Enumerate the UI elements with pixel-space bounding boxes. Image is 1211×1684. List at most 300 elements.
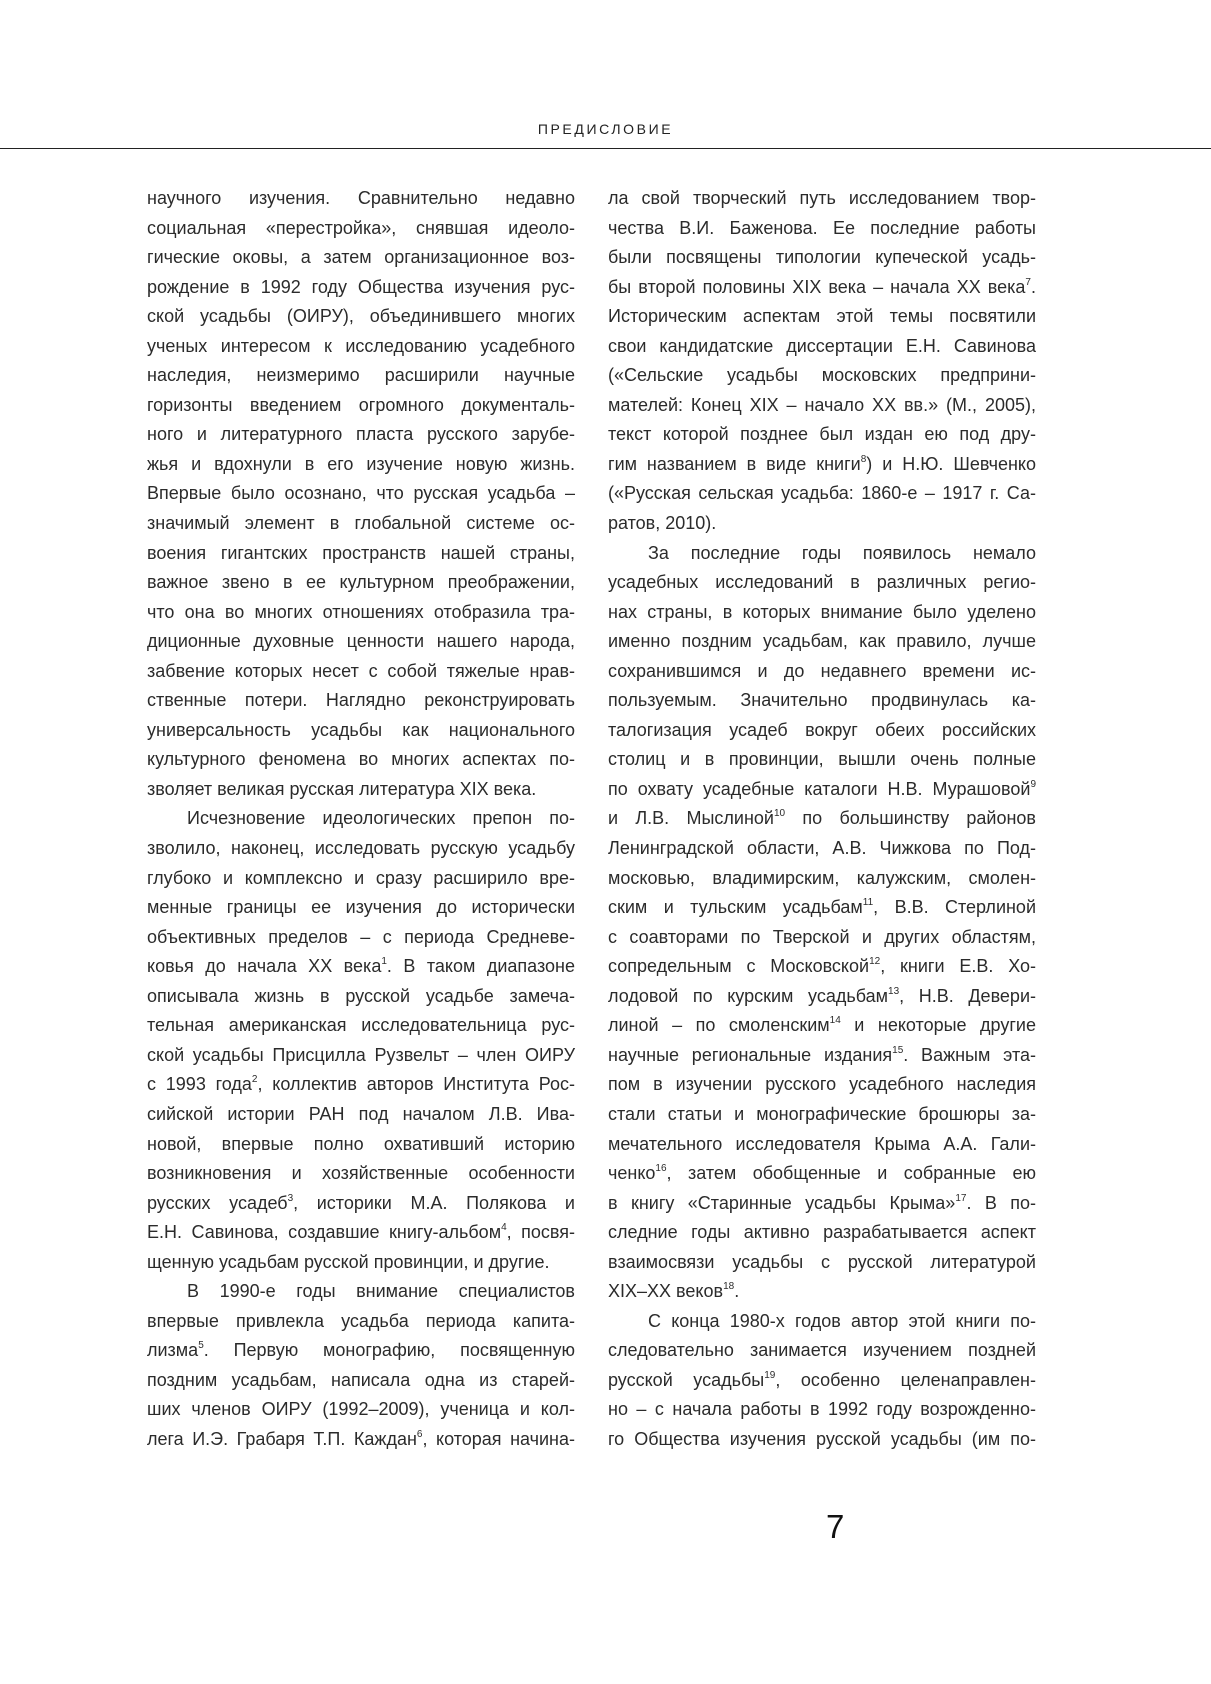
text-line (147, 302, 575, 332)
text-line (608, 302, 1036, 332)
text-line (147, 420, 575, 450)
text-line (608, 1159, 1036, 1189)
line-text (147, 716, 575, 746)
line-text (608, 893, 1036, 923)
text-line (147, 1130, 575, 1160)
text-run: зволило, наконец, исследовать русскую усадьбу (147, 838, 575, 859)
text-run: . В по- (966, 1192, 1036, 1213)
text-run: бы второй половины XIX века – начала XX века (608, 276, 1026, 297)
text-run: наследия, неизмеримо расширили научные (147, 365, 575, 386)
text-run: («Сельские усадьбы московских предприни- (608, 365, 1036, 386)
footnote-ref[interactable]: 5 (198, 1340, 204, 1352)
running-head: ПРЕДИСЛОВИЕ (537, 121, 674, 137)
text-run: жья и вдохнули в его изучение новую жизнь. (147, 453, 575, 474)
text-line (608, 539, 1036, 569)
line-text (147, 923, 575, 953)
line-text (648, 1307, 1036, 1337)
line-text (608, 1277, 739, 1307)
footnote-ref[interactable]: 4 (501, 1222, 507, 1234)
text-line (608, 332, 1036, 362)
text-line (608, 982, 1036, 1012)
footnote-ref[interactable]: 7 (1025, 276, 1031, 288)
text-run: («Русская сельская усадьба: 1860-е – 1917 г. Са- (608, 483, 1036, 504)
text-run: ской усадьбы Присцилла Рузвельт – член ОИРУ (147, 1044, 575, 1065)
text-run: с 1993 года (147, 1074, 252, 1095)
text-line (608, 923, 1036, 953)
text-run: русской усадьбы (608, 1369, 765, 1390)
text-run: . (734, 1281, 740, 1302)
text-line (608, 952, 1036, 982)
text-line (147, 1336, 575, 1366)
text-run: , посвя- (506, 1222, 575, 1243)
line-text (187, 1277, 575, 1307)
line-text (608, 1070, 1036, 1100)
text-line (147, 657, 575, 687)
text-run: по большинству районов (785, 808, 1036, 829)
line-text (608, 1218, 1036, 1248)
text-run: свои кандидатские диссертации Е.Н. Савинова (608, 335, 1036, 356)
text-line (147, 273, 575, 303)
line-text (147, 627, 575, 657)
text-run: и Л.В. Мыслиной (608, 808, 774, 829)
text-line (147, 391, 575, 421)
line-text (147, 864, 575, 894)
text-line (608, 568, 1036, 598)
text-run: были посвящены типологии купеческой усадь- (608, 247, 1036, 268)
text-line (608, 716, 1036, 746)
line-text (608, 568, 1036, 598)
text-line (147, 952, 575, 982)
line-text (608, 1189, 1036, 1219)
line-text (608, 1159, 1036, 1189)
text-run: усадебных исследований в различных регио- (608, 572, 1036, 593)
line-text (608, 361, 1036, 391)
line-text (608, 598, 1036, 628)
text-run: мечательного исследователя Крыма А.А. Гали- (608, 1133, 1036, 1154)
footnote-ref[interactable]: 14 (829, 1015, 841, 1027)
line-text (608, 745, 1036, 775)
line-text (147, 1189, 575, 1219)
text-run: поздним усадьбам, написала одна из старей- (147, 1369, 575, 1390)
text-line (147, 1159, 575, 1189)
text-run: с соавторами по Тверской и других областям, (608, 926, 1036, 947)
text-run: В 1990-е годы внимание специалистов (187, 1281, 575, 1302)
line-text (608, 214, 1036, 244)
line-text (608, 1366, 1036, 1396)
text-line (147, 243, 575, 273)
text-run: , книги Е.В. Хо- (880, 956, 1037, 977)
line-text (147, 893, 575, 923)
text-line (147, 1070, 575, 1100)
text-run: мателей: Конец XIX – начало XX вв.» (М., 2005), (608, 394, 1036, 415)
text-run: линой – по смоленским (608, 1015, 830, 1036)
line-text (608, 184, 1036, 214)
line-text (608, 686, 1036, 716)
line-text (608, 982, 1036, 1012)
text-run: культурного феномена во многих аспектах по- (147, 749, 575, 770)
text-run: ного и литературного пласта русского зарубе- (147, 424, 575, 445)
text-line (608, 804, 1036, 834)
text-line (608, 1218, 1036, 1248)
line-text (147, 1011, 575, 1041)
text-line (608, 1366, 1036, 1396)
text-line (147, 1041, 575, 1071)
line-text (147, 1070, 575, 1100)
text-run: лизма (147, 1340, 199, 1361)
footnote-ref[interactable]: 2 (251, 1074, 258, 1086)
text-run: впервые привлекла усадьба периода капита- (147, 1310, 575, 1331)
line-text (147, 1366, 575, 1396)
text-run: талогизация усадеб вокруг обеих российских (608, 719, 1036, 740)
text-line (608, 184, 1036, 214)
text-run: Историческим аспектам этой темы посвятили (608, 306, 1036, 327)
text-line (147, 1307, 575, 1337)
line-text (147, 273, 575, 303)
line-text (147, 1307, 575, 1337)
line-text (608, 1100, 1036, 1130)
line-text (147, 302, 575, 332)
text-run: рождение в 1992 году Общества изучения рус- (147, 276, 575, 297)
text-line (608, 627, 1036, 657)
text-line (147, 804, 575, 834)
text-line (147, 716, 575, 746)
text-run: но – с начала работы в 1992 году возрожденно- (608, 1399, 1036, 1420)
text-run: С конца 1980-х годов автор этой книги по- (648, 1310, 1036, 1331)
line-text (147, 775, 536, 805)
text-line (608, 864, 1036, 894)
text-run: нах страны, в которых внимание было уделено (608, 601, 1036, 622)
text-run: текст которой позднее был издан ею под дру- (608, 424, 1036, 445)
text-line (147, 1189, 575, 1219)
text-line (608, 1395, 1036, 1425)
text-line (147, 598, 575, 628)
text-run: ственные потери. Наглядно реконструировать (147, 690, 575, 711)
text-run: пользуемым. Значительно продвинулась ка- (608, 690, 1036, 711)
line-text (147, 1395, 575, 1425)
text-run: За последние годы появилось немало (648, 542, 1036, 563)
line-text (648, 539, 1036, 569)
text-line (608, 214, 1036, 244)
text-line (608, 598, 1036, 628)
text-line (147, 1011, 575, 1041)
text-line (147, 539, 575, 569)
text-line (147, 184, 575, 214)
text-line (147, 1248, 575, 1278)
line-text (147, 332, 575, 362)
line-text (147, 952, 575, 982)
line-text (147, 598, 575, 628)
text-run: гические оковы, а затем организационное воз- (147, 247, 575, 268)
text-line (147, 332, 575, 362)
text-run: Е.Н. Савинова, создавшие книгу-альбом (147, 1222, 502, 1243)
text-run: взаимосвязи усадьбы с русской литературой (608, 1251, 1036, 1272)
text-line (147, 982, 575, 1012)
text-run: важное звено в ее культурном преображении, (147, 572, 575, 593)
line-text (608, 657, 1036, 687)
text-line (608, 775, 1036, 805)
line-text (147, 479, 575, 509)
text-run: ской усадьбы (ОИРУ), объединившего многих (147, 306, 575, 327)
text-run: в книгу «Старинные усадьбы Крыма» (608, 1192, 956, 1213)
text-line (608, 1307, 1036, 1337)
text-line (608, 1425, 1036, 1455)
line-text (147, 1100, 575, 1130)
text-run: что она во многих отношениях отобразила тра- (147, 601, 575, 622)
text-run: зволяет великая русская литература XIX века. (147, 778, 537, 799)
line-text (147, 539, 575, 569)
text-run: по охвату усадебные каталоги Н.В. Мурашовой (608, 778, 1031, 799)
text-run: научного изучения. Сравнительно недавно (147, 188, 575, 208)
footnote-ref[interactable]: 6 (416, 1428, 423, 1440)
text-run: . В таком диапазоне (386, 956, 575, 977)
text-line (608, 1041, 1036, 1071)
text-line (608, 273, 1036, 303)
text-line (608, 745, 1036, 775)
text-line (147, 1218, 575, 1248)
text-run: новой, впервые полно охвативший историю (147, 1133, 575, 1154)
text-line (147, 627, 575, 657)
line-text (608, 923, 1036, 953)
text-run: пом в изучении русского усадебного наследия (608, 1074, 1036, 1095)
text-run: возникновения и хозяйственные особенности (147, 1163, 575, 1184)
line-text (608, 627, 1036, 657)
footnote-ref[interactable]: 8 (860, 453, 867, 465)
line-text (608, 864, 1036, 894)
text-line (147, 479, 575, 509)
right-column (608, 184, 1036, 1455)
line-text (608, 952, 1036, 982)
text-run: , особенно целенаправлен- (775, 1369, 1036, 1390)
text-run: , затем обобщенные и собранные ею (666, 1163, 1036, 1184)
text-line (608, 1070, 1036, 1100)
text-run: Исчезновение идеологических препон по- (187, 808, 575, 829)
line-text (147, 391, 575, 421)
text-line (147, 1395, 575, 1425)
line-text (187, 804, 575, 834)
footnote-ref[interactable]: 15 (892, 1044, 904, 1056)
text-line (147, 923, 575, 953)
text-run: менные границы ее изучения до исторически (147, 897, 575, 918)
footnote-ref[interactable]: 3 (287, 1192, 294, 1204)
text-run: стали статьи и монографические брошюры за- (608, 1103, 1036, 1124)
text-run: русских усадеб (147, 1192, 288, 1213)
text-line (608, 834, 1036, 864)
line-text (147, 686, 575, 716)
text-line (608, 1277, 1036, 1307)
text-line (147, 1425, 575, 1455)
line-text (147, 1218, 575, 1248)
text-run: следовательно занимается изучением поздней (608, 1340, 1036, 1361)
text-line (147, 745, 575, 775)
footnote-ref[interactable]: 16 (655, 1163, 667, 1175)
text-line (147, 686, 575, 716)
line-text (608, 804, 1036, 834)
line-text (608, 273, 1036, 303)
text-run: научные региональные издания (608, 1044, 893, 1065)
text-line (608, 1011, 1036, 1041)
text-run: сохранившимся и до недавнего времени ис- (608, 660, 1036, 681)
line-text (147, 834, 575, 864)
text-line (608, 686, 1036, 716)
line-text (147, 657, 575, 687)
line-text (608, 1041, 1036, 1071)
footnote-ref[interactable]: 19 (764, 1369, 776, 1381)
text-line (147, 893, 575, 923)
text-run: социальная «перестройка», снявшая идеоло- (147, 217, 575, 238)
text-line (147, 214, 575, 244)
text-run: Ленинградской области, А.В. Чижкова по Под- (608, 838, 1036, 859)
footnote-ref[interactable]: 17 (955, 1192, 967, 1204)
line-text (608, 775, 1036, 805)
text-run: сопредельным с Московской (608, 956, 870, 977)
text-run: горизонты введением огромного документаль- (147, 394, 575, 415)
line-text (147, 568, 575, 598)
line-text (147, 1425, 575, 1455)
text-run: XIX–XX веков (608, 1281, 724, 1302)
text-line (608, 1189, 1036, 1219)
text-run: тельная американская исследовательница рус- (147, 1015, 575, 1036)
line-text (608, 509, 716, 539)
footnote-ref[interactable]: 12 (869, 956, 881, 968)
line-text (608, 834, 1036, 864)
text-run: ратов, 2010). (608, 513, 717, 534)
footnote-ref[interactable]: 18 (723, 1281, 735, 1293)
line-text (608, 450, 1036, 480)
line-text (608, 1130, 1036, 1160)
footnote-ref[interactable]: 11 (862, 897, 874, 909)
line-text (608, 479, 1036, 509)
text-run: лега И.Э. Грабаря Т.П. Каждан (147, 1428, 417, 1449)
line-text (147, 243, 575, 273)
footnote-ref[interactable]: 13 (888, 985, 900, 997)
line-text (608, 1425, 1036, 1455)
line-text (608, 332, 1036, 362)
text-run: объективных пределов – с периода Средневе- (147, 926, 575, 947)
text-run: московью, владимирским, калужским, смолен- (608, 867, 1036, 888)
line-text (608, 1011, 1036, 1041)
text-run: , В.В. Стерлиной (873, 897, 1036, 918)
text-line (608, 893, 1036, 923)
text-run: ученых интересом к исследованию усадебного (147, 335, 575, 356)
line-text (608, 391, 1036, 421)
line-text (147, 1248, 549, 1278)
text-line (147, 568, 575, 598)
text-run: . Первую монографию, посвященную (203, 1340, 575, 1361)
line-text (147, 1159, 575, 1189)
text-run: чества В.И. Баженова. Ее последние работы (608, 217, 1036, 238)
text-line (608, 391, 1036, 421)
text-run: ла свой творческий путь исследованием твор- (608, 188, 1036, 208)
text-line (147, 361, 575, 391)
text-line (147, 1277, 575, 1307)
text-run: сийской истории РАН под началом Л.В. Ива- (147, 1103, 575, 1124)
footnote-ref[interactable]: 10 (773, 808, 786, 820)
text-line (608, 1130, 1036, 1160)
text-run: щенную усадьбам русской провинции, и другие. (147, 1251, 550, 1272)
footnote-ref[interactable]: 1 (381, 956, 387, 968)
line-text (147, 1336, 575, 1366)
text-line (608, 1100, 1036, 1130)
line-text (608, 420, 1036, 450)
text-run: ших членов ОИРУ (1992–2009), ученица и кол- (147, 1399, 575, 1420)
text-line (147, 509, 575, 539)
text-run: забвение которых несет с собой тяжелые нрав- (147, 660, 575, 681)
text-run: . Важным эта- (903, 1044, 1036, 1065)
line-text (608, 243, 1036, 273)
text-run: глубоко и комплексно и сразу расширило вре- (147, 867, 575, 888)
text-run: . (1030, 276, 1036, 297)
line-text (147, 450, 575, 480)
text-run: , историки М.А. Полякова и (293, 1192, 575, 1213)
text-line (608, 361, 1036, 391)
text-run: лодовой по курским усадьбам (608, 985, 889, 1006)
line-text (147, 361, 575, 391)
text-line (147, 834, 575, 864)
text-line (147, 450, 575, 480)
header-rule (0, 148, 1211, 149)
line-text (147, 184, 575, 214)
line-text (147, 982, 575, 1012)
page-number: 7 (826, 1508, 845, 1545)
line-text (147, 1130, 575, 1160)
text-line (608, 243, 1036, 273)
text-run: , которая начина- (422, 1428, 576, 1449)
text-line (147, 775, 575, 805)
text-line (147, 1100, 575, 1130)
text-line (147, 1366, 575, 1396)
text-line (608, 420, 1036, 450)
text-run: , коллектив авторов Института Рос- (257, 1074, 575, 1095)
text-line (608, 450, 1036, 480)
line-text (147, 509, 575, 539)
text-run: ским и тульским усадьбам (608, 897, 863, 918)
text-line (147, 864, 575, 894)
text-run: и некоторые другие (840, 1015, 1036, 1036)
text-run: значимый элемент в глобальной системе ос- (147, 513, 575, 534)
line-text (608, 1336, 1036, 1366)
text-run: воения гигантских пространств нашей страны, (147, 542, 575, 563)
line-text (608, 1395, 1036, 1425)
text-run: Впервые было осознано, что русская усадьба – (147, 483, 575, 504)
text-line (608, 657, 1036, 687)
text-line (608, 1336, 1036, 1366)
text-run: универсальность усадьбы как национального (147, 719, 575, 740)
line-text (147, 420, 575, 450)
text-run: гим названием в виде книги (608, 453, 861, 474)
text-run: го Общества изучения русской усадьбы (им по- (608, 1428, 1036, 1449)
text-run: , Н.В. Девери- (899, 985, 1036, 1006)
line-text (608, 302, 1036, 332)
line-text (147, 1041, 575, 1071)
text-line (608, 509, 1036, 539)
line-text (147, 745, 575, 775)
text-run: ) и Н.Ю. Шевченко (866, 453, 1037, 474)
left-column (147, 184, 575, 1455)
text-line (608, 1248, 1036, 1278)
text-run: ковья до начала XX века (147, 956, 382, 977)
text-run: диционные духовные ценности нашего народа, (147, 631, 575, 652)
text-run: столиц и в провинции, вышли очень полные (608, 749, 1036, 770)
text-run: именно поздним усадьбам, как правило, лучше (608, 631, 1036, 652)
text-line (608, 479, 1036, 509)
line-text (608, 1248, 1036, 1278)
footnote-ref[interactable]: 9 (1030, 778, 1036, 790)
line-text (608, 716, 1036, 746)
text-run: описывала жизнь в русской усадьбе замеча- (147, 985, 575, 1006)
text-run: следние годы активно разрабатывается аспект (608, 1222, 1036, 1243)
line-text (147, 214, 575, 244)
text-run: ченко (608, 1163, 656, 1184)
